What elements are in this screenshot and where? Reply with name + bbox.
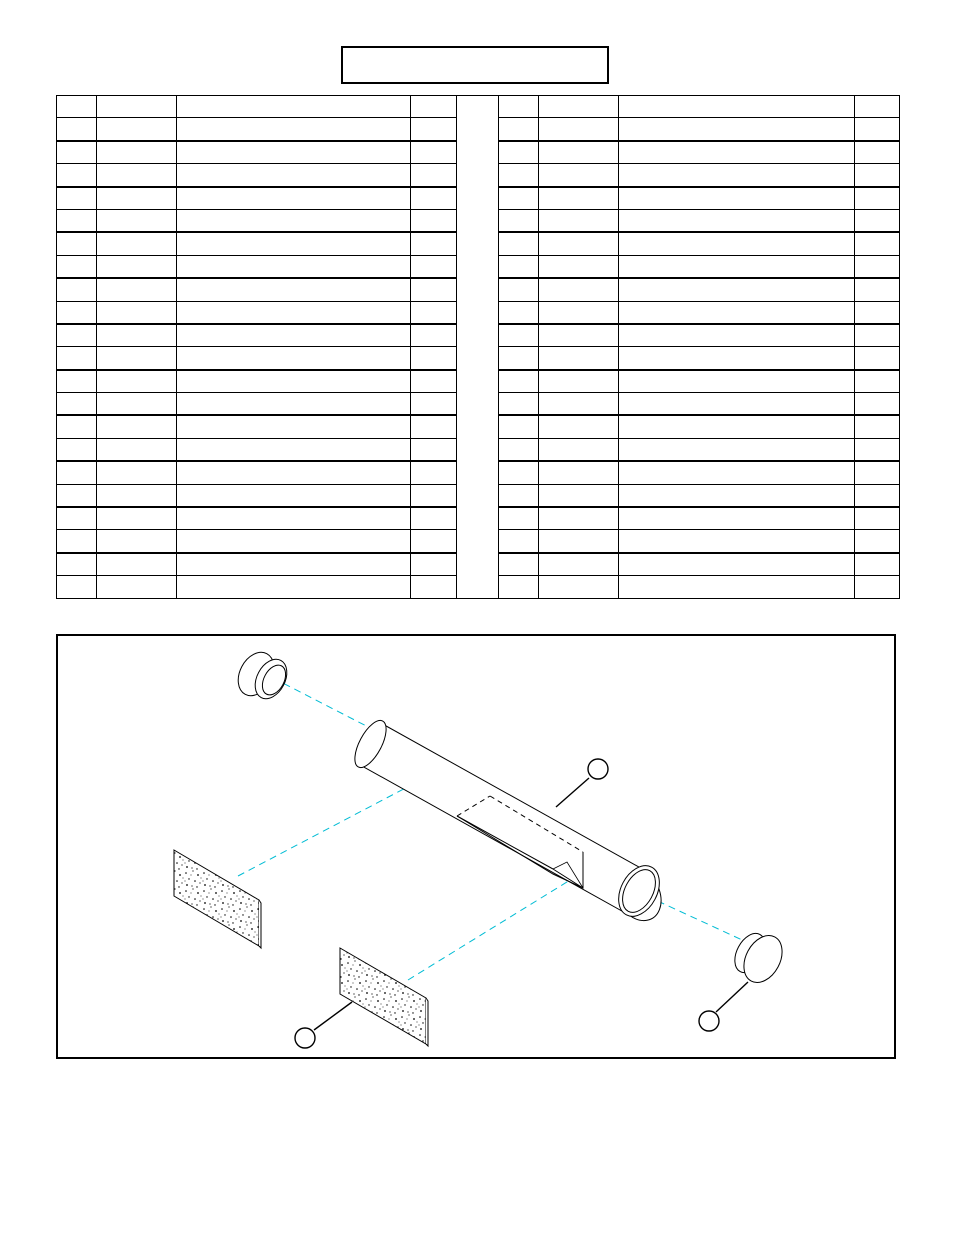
parts-list-table: [56, 95, 900, 599]
pad-left: [174, 850, 261, 948]
table-cell-left-0: [57, 461, 97, 484]
table-cell-left-2: [177, 301, 411, 324]
table-cell-left-2: [177, 553, 411, 576]
table-cell-left-1: [97, 393, 177, 416]
table-cell-left-1: [97, 507, 177, 530]
table-cell-right-3: [855, 164, 900, 187]
table-cell-right-0: [499, 484, 539, 507]
table-cell-left-1: [97, 187, 177, 210]
table-cell-left-2: [177, 141, 411, 164]
table-cell-left-2: [177, 461, 411, 484]
table-cell-right-1: [539, 255, 619, 278]
table-cell-left-0: [57, 530, 97, 553]
table-cell-right-3: [855, 141, 900, 164]
table-cell-left-2: [177, 118, 411, 141]
table-cell-left-0: [57, 438, 97, 461]
table-cell-left-3: [411, 96, 457, 118]
table-cell-left-2: [177, 576, 411, 598]
table-cell-right-2: [619, 164, 855, 187]
table-cell-left-0: [57, 255, 97, 278]
table-cell-left-1: [97, 576, 177, 598]
table-cell-right-3: [855, 370, 900, 393]
table-cell-left-0: [57, 576, 97, 598]
table-cell-right-0: [499, 370, 539, 393]
callout-pad: [295, 1002, 352, 1048]
table-cell-right-1: [539, 96, 619, 118]
table-cell-left-1: [97, 370, 177, 393]
table-cell-right-1: [539, 301, 619, 324]
table-cell-left-3: [411, 370, 457, 393]
tube: [349, 716, 668, 923]
table-cell-left-2: [177, 187, 411, 210]
table-cell-left-1: [97, 209, 177, 232]
table-cell-right-2: [619, 507, 855, 530]
table-cell-left-2: [177, 347, 411, 370]
table-cell-right-3: [855, 324, 900, 347]
table-cell-right-1: [539, 530, 619, 553]
table-cell-left-0: [57, 484, 97, 507]
table-cell-right-0: [499, 415, 539, 438]
table-cell-right-2: [619, 96, 855, 118]
table-cell-left-2: [177, 209, 411, 232]
table-cell-left-3: [411, 278, 457, 301]
table-cell-left-3: [411, 232, 457, 255]
table-cell-right-0: [499, 278, 539, 301]
table-cell-right-2: [619, 576, 855, 598]
table-cell-left-0: [57, 507, 97, 530]
table-cell-right-2: [619, 370, 855, 393]
table-cell-left-3: [411, 164, 457, 187]
table-cell-right-1: [539, 164, 619, 187]
table-cell-left-1: [97, 301, 177, 324]
table-cell-left-3: [411, 141, 457, 164]
table-cell-right-2: [619, 484, 855, 507]
table-cell-left-3: [411, 530, 457, 553]
table-cell-left-0: [57, 278, 97, 301]
table-cell-right-3: [855, 576, 900, 598]
table-cell-right-1: [539, 187, 619, 210]
parts-table-body: [57, 96, 900, 599]
table-cell-left-2: [177, 415, 411, 438]
table-cell-right-3: [855, 393, 900, 416]
table-cell-right-0: [499, 187, 539, 210]
table-cell-left-3: [411, 484, 457, 507]
table-cell-right-0: [499, 507, 539, 530]
table-cell-left-2: [177, 324, 411, 347]
table-row: [57, 96, 900, 118]
table-cell-right-0: [499, 232, 539, 255]
alignment-line-pad-bottom: [408, 869, 588, 980]
table-cell-right-1: [539, 484, 619, 507]
table-cell-left-3: [411, 347, 457, 370]
table-cell-right-3: [855, 461, 900, 484]
table-cell-left-3: [411, 118, 457, 141]
table-cell-left-3: [411, 209, 457, 232]
table-cell-right-1: [539, 461, 619, 484]
table-cell-left-0: [57, 118, 97, 141]
table-cell-right-0: [499, 347, 539, 370]
callout-end-cap: [699, 982, 748, 1031]
table-cell-right-3: [855, 507, 900, 530]
table-cell-right-1: [539, 370, 619, 393]
table-cell-right-3: [855, 187, 900, 210]
table-cell-right-3: [855, 232, 900, 255]
table-cell-right-2: [619, 187, 855, 210]
table-cell-left-1: [97, 164, 177, 187]
table-cell-left-1: [97, 118, 177, 141]
table-cell-left-3: [411, 255, 457, 278]
table-cell-left-0: [57, 96, 97, 118]
table-cell-right-1: [539, 347, 619, 370]
table-cell-left-0: [57, 347, 97, 370]
table-cell-left-1: [97, 232, 177, 255]
table-cell-right-2: [619, 278, 855, 301]
table-cell-left-0: [57, 164, 97, 187]
table-cell-right-0: [499, 255, 539, 278]
table-cell-right-3: [855, 415, 900, 438]
table-cell-right-1: [539, 232, 619, 255]
table-cell-right-1: [539, 324, 619, 347]
table-cell-right-3: [855, 530, 900, 553]
table-cell-right-0: [499, 393, 539, 416]
table-cell-right-3: [855, 278, 900, 301]
table-cell-left-0: [57, 393, 97, 416]
table-cell-left-3: [411, 461, 457, 484]
table-cell-right-3: [855, 301, 900, 324]
table-cell-right-2: [619, 301, 855, 324]
table-cell-right-2: [619, 530, 855, 553]
table-cell-left-3: [411, 301, 457, 324]
table-cell-left-2: [177, 96, 411, 118]
table-cell-left-3: [411, 324, 457, 347]
table-cell-left-2: [177, 393, 411, 416]
table-cell-right-1: [539, 438, 619, 461]
table-cell-left-2: [177, 484, 411, 507]
table-cell-right-2: [619, 393, 855, 416]
table-cell-right-2: [619, 255, 855, 278]
table-cell-left-1: [97, 530, 177, 553]
table-cell-left-1: [97, 96, 177, 118]
table-cell-right-2: [619, 415, 855, 438]
table-cell-right-3: [855, 255, 900, 278]
table-cell-left-2: [177, 255, 411, 278]
table-cell-left-2: [177, 164, 411, 187]
table-cell-left-2: [177, 370, 411, 393]
table-cell-right-2: [619, 141, 855, 164]
exploded-diagram: [56, 634, 896, 1059]
table-cell-right-2: [619, 324, 855, 347]
table-cell-right-0: [499, 96, 539, 118]
table-cell-left-1: [97, 255, 177, 278]
table-cell-left-3: [411, 415, 457, 438]
table-cell-left-0: [57, 301, 97, 324]
table-cell-left-1: [97, 324, 177, 347]
table-cell-right-1: [539, 393, 619, 416]
callout-tube: [556, 759, 608, 807]
table-cell-right-2: [619, 347, 855, 370]
table-cell-left-3: [411, 187, 457, 210]
table-cell-left-1: [97, 461, 177, 484]
end-cap-top: [231, 646, 293, 704]
table-cell-right-3: [855, 96, 900, 118]
table-cell-right-2: [619, 209, 855, 232]
table-cell-left-3: [411, 438, 457, 461]
table-cell-left-2: [177, 530, 411, 553]
table-cell-left-3: [411, 393, 457, 416]
table-cell-left-1: [97, 278, 177, 301]
table-cell-right-2: [619, 553, 855, 576]
diagram-svg: [58, 636, 894, 1057]
table-cell-right-3: [855, 209, 900, 232]
table-cell-left-3: [411, 576, 457, 598]
table-cell-right-0: [499, 553, 539, 576]
table-cell-left-3: [411, 507, 457, 530]
table-cell-right-0: [499, 530, 539, 553]
table-cell-right-0: [499, 461, 539, 484]
table-cell-left-1: [97, 553, 177, 576]
table-cell-right-0: [499, 324, 539, 347]
table-cell-right-2: [619, 232, 855, 255]
table-cell-right-2: [619, 118, 855, 141]
table-cell-left-0: [57, 370, 97, 393]
table-cell-right-0: [499, 301, 539, 324]
table-cell-right-3: [855, 347, 900, 370]
table-cell-right-0: [499, 164, 539, 187]
table-cell-right-3: [855, 484, 900, 507]
table-cell-left-2: [177, 232, 411, 255]
table-cell-right-0: [499, 576, 539, 598]
table-cell-right-3: [855, 553, 900, 576]
table-cell-left-0: [57, 232, 97, 255]
table-cell-left-0: [57, 187, 97, 210]
table-cell-left-1: [97, 438, 177, 461]
alignment-line-top-cap: [273, 678, 378, 732]
table-cell-left-0: [57, 553, 97, 576]
table-cell-right-3: [855, 118, 900, 141]
table-cell-right-2: [619, 461, 855, 484]
tube-body: [362, 722, 661, 921]
table-cell-left-2: [177, 507, 411, 530]
table-cell-right-3: [855, 438, 900, 461]
table-cell-right-1: [539, 141, 619, 164]
title-box: [341, 46, 609, 84]
table-cell-right-1: [539, 278, 619, 301]
table-cell-right-1: [539, 118, 619, 141]
table-cell-right-0: [499, 438, 539, 461]
table-cell-left-1: [97, 141, 177, 164]
table-cell-left-0: [57, 141, 97, 164]
table-cell-left-1: [97, 484, 177, 507]
table-cell-right-1: [539, 209, 619, 232]
table-cell-right-0: [499, 209, 539, 232]
table-cell-right-1: [539, 553, 619, 576]
table-cell-right-1: [539, 507, 619, 530]
table-cell-right-0: [499, 118, 539, 141]
table-cell-left-0: [57, 415, 97, 438]
table-cell-right-2: [619, 438, 855, 461]
table-cell-right-1: [539, 576, 619, 598]
pad-bottom: [340, 948, 428, 1046]
table-divider-column: [457, 96, 499, 599]
table-cell-left-2: [177, 438, 411, 461]
table-cell-right-1: [539, 415, 619, 438]
table-cell-left-0: [57, 324, 97, 347]
table-cell-left-3: [411, 553, 457, 576]
table-cell-left-2: [177, 278, 411, 301]
table-cell-right-0: [499, 141, 539, 164]
table-cell-left-1: [97, 415, 177, 438]
table-cell-left-0: [57, 209, 97, 232]
table-cell-left-1: [97, 347, 177, 370]
